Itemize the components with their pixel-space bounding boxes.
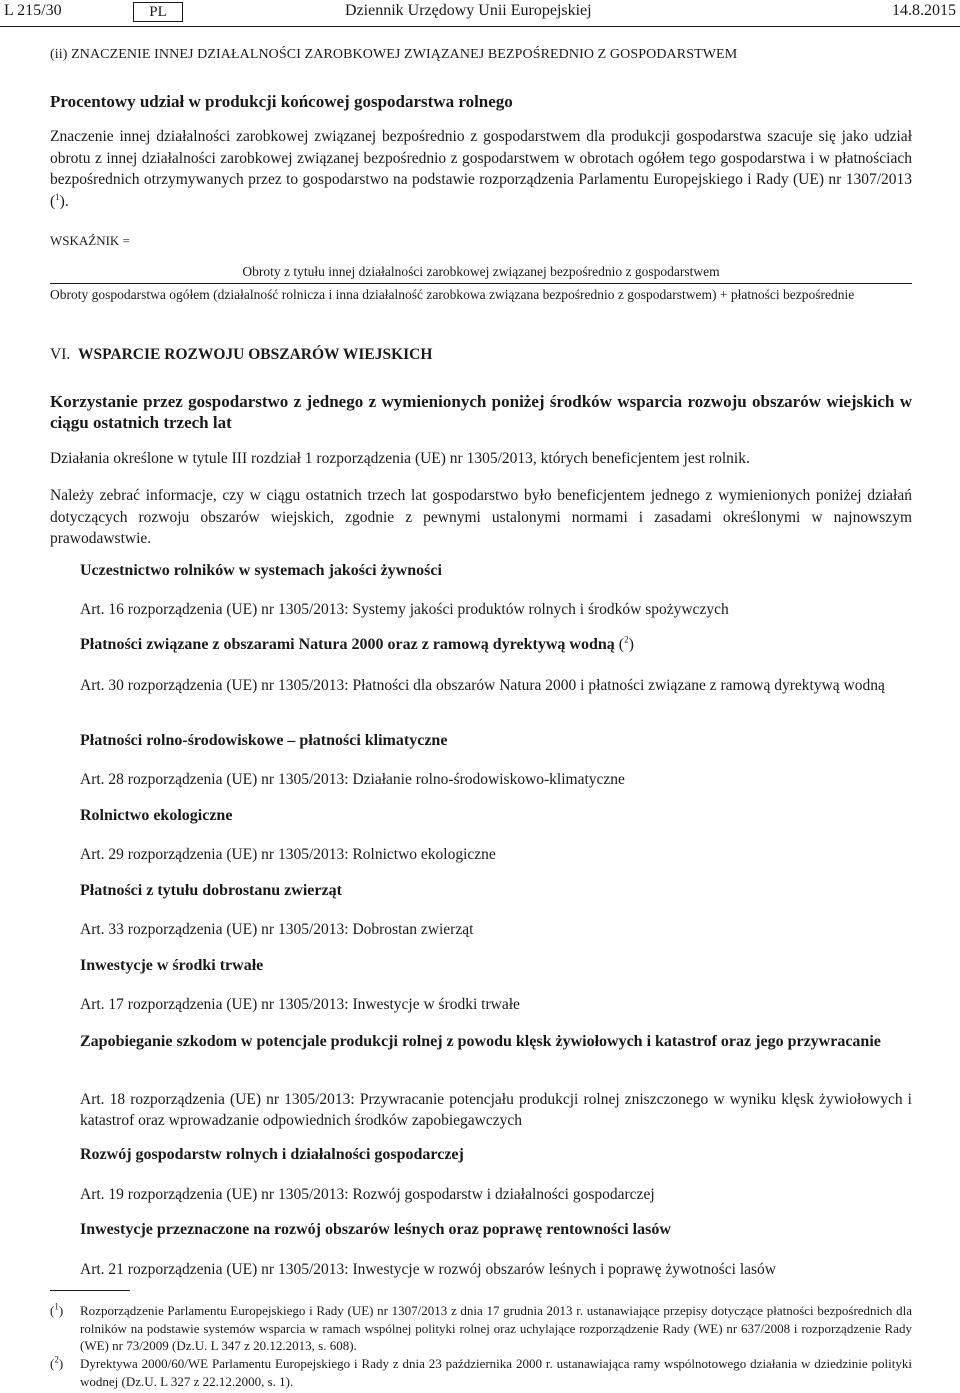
measure-title: Inwestycje przeznaczone na rozwój obszarów leśnych oraz poprawę rentowności lasów (80, 1221, 671, 1238)
measure-title: Płatności rolno-środowiskowe – płatności klimatyczne (80, 732, 448, 749)
share-paragraph (50, 126, 912, 212)
measure-article: Art. 28 rozporządzenia (UE) nr 1305/2013: Działanie rolno-środowiskowo-klimatyczne (80, 771, 625, 788)
page-header (0, 0, 960, 26)
measure-title (80, 636, 912, 654)
measure-article: Art. 33 rozporządzenia (UE) nr 1305/2013: Dobrostan zwierząt (80, 921, 474, 938)
use-heading: Korzystanie przez gospodarstwo z jednego z wymienionych poniżej środków wsparcia rozwoju obszarów wiejskich w ciągu ostatnich trzech lat (50, 392, 912, 432)
measure-title: Inwestycje w środki trwałe (80, 957, 264, 974)
share-paragraph-end: ). (59, 192, 69, 210)
journal-date: 14.8.2015 (892, 2, 956, 19)
footnote-separator (50, 1290, 130, 1291)
measure-article: Art. 30 rozporządzenia (UE) nr 1305/2013: Płatności dla obszarów Natura 2000 i płatności związane z ramową dyrektywą wodną (80, 677, 885, 694)
actions-paragraph: Działania określone w tytule III rozdział 1 rozporządzenia (UE) nr 1305/2013, których beneficjentem jest rolnik. (50, 450, 750, 467)
header-rule (0, 26, 960, 27)
measure-article: Art. 16 rozporządzenia (UE) nr 1305/2013: Systemy jakości produktów rolnych i środków spożywczych (80, 601, 729, 618)
measure-title: Rolnictwo ekologiczne (80, 807, 233, 824)
section-vi-title: WSPARCIE ROZWOJU OBSZARÓW WIEJSKICH (77, 346, 433, 363)
measure-article: Art. 19 rozporządzenia (UE) nr 1305/2013: Rozwój gospodarstw i działalności gospodarczej (80, 1186, 655, 1203)
section-vi-number: VI. (50, 346, 71, 363)
collect-paragraph: Należy zebrać informacje, czy w ciągu ostatnich trzech lat gospodarstwo było beneficjentem jednego z wymienionych poniżej działań dotyczących rozwoju obszarów wiejskich, zgodnie z pewnymi ustalonymi normami i zasadami określonymi w najnowszym prawodawstwie. (50, 487, 912, 547)
footnote-2 (50, 1355, 912, 1390)
formula-fraction-line (50, 283, 912, 284)
measure-title: Zapobieganie szkodom w potencjale produkcji rolnej z powodu klęsk żywiołowych i katastrof oraz jego przywracanie (80, 1033, 881, 1050)
measure-title-text: Płatności związane z obszarami Natura 2000 oraz z ramową dyrektywą wodną (80, 636, 615, 653)
footnote-text: Rozporządzenie Parlamentu Europejskiego i Rady (UE) nr 1307/2013 z dnia 17 grudnia 2013 r. ustanawiające przepisy dotyczące płatności bezpośrednich dla rolników na podstawie systemów wsparcia w ramach wspólnej polityki rolnej oraz uchylające rozporządzenie Rady (WE) nr 637/2008 i rozporządzenie Rady (WE) nr 73/2009 (Dz.U. L 347 z 20.12.2013, s. 608). (80, 1303, 912, 1353)
formula-numerator: Obroty z tytułu innej działalności zarobkowej związanej bezpośrednio z gospodarstwem (242, 264, 720, 279)
measure-article: Art. 17 rozporządzenia (UE) nr 1305/2013: Inwestycje w środki trwałe (80, 996, 520, 1013)
section-vi-heading (50, 346, 912, 364)
journal-page-ref: L 215/30 (4, 2, 62, 19)
footnote-ref-1[interactable]: 1 (55, 191, 60, 202)
footnote-text: Dyrektywa 2000/60/WE Parlamentu Europejskiego i Rady z dnia 23 października 2000 r. ustanawiająca ramy wspólnotowego działania w dziedzinie polityki wodnej (Dz.U. L 327 z 22.12.2000, s. 1). (80, 1356, 912, 1389)
share-paragraph-text: Znaczenie innej działalności zarobkowej związanej bezpośrednio z gospodarstwem dla produkcji gospodarstwa szacuje się jako udział obrotu z innej działalności zarobkowej związanej bezpośrednio z gospodarstwem w obrotach ogółem tego gospodarstwa i w płatnościach bezpośrednich otrzymywanych przez to gospodarstwo na podstawie rozporządzenia Parlamentu Europejskiego i Rady (UE) nr 1307/2013 ( (50, 128, 912, 210)
section-ii-heading: (ii) ZNACZENIE INNEJ DZIAŁALNOŚCI ZAROBKOWEJ ZWIĄZANEJ BEZPOŚREDNIO Z GOSPODARSTWEM (50, 47, 738, 62)
footnote-1 (50, 1302, 912, 1355)
indicator-label: WSKAŹNIK = (50, 233, 130, 248)
share-heading: Procentowy udział w produkcji końcowej gospodarstwa rolnego (50, 92, 513, 111)
measure-title: Rozwój gospodarstw rolnych i działalności gospodarczej (80, 1146, 464, 1163)
measure-title: Uczestnictwo rolników w systemach jakości żywności (80, 562, 442, 579)
measure-title: Płatności z tytułu dobrostanu zwierząt (80, 882, 342, 899)
measure-article: Art. 29 rozporządzenia (UE) nr 1305/2013: Rolnictwo ekologiczne (80, 846, 496, 863)
formula-denominator: Obroty gospodarstwa ogółem (działalność rolnicza i inna działalność zarobkowa związana bezpośrednio z gospodarstwem) + płatności bezpośrednie (50, 287, 855, 302)
footnote-ref-2[interactable]: 2 (624, 634, 629, 645)
measure-article: Art. 18 rozporządzenia (UE) nr 1305/2013: Przywracanie potencjału produkcji rolnej zniszczonego w wyniku klęsk żywiołowych i katastrof oraz wprowadzanie odpowiednich środków zapobiegawczych (80, 1091, 912, 1129)
language-box: PL (133, 2, 183, 22)
journal-title: Dziennik Urzędowy Unii Europejskiej (345, 2, 592, 19)
footnote-marker: ($^2$) (50, 1354, 64, 1371)
footnote-marker: ($^1$) (50, 1301, 64, 1318)
measure-ref: ($^2$) (618, 634, 634, 653)
measure-article: Art. 21 rozporządzenia (UE) nr 1305/2013: Inwestycje w rozwój obszarów leśnych i poprawę żywotności lasów (80, 1261, 777, 1278)
